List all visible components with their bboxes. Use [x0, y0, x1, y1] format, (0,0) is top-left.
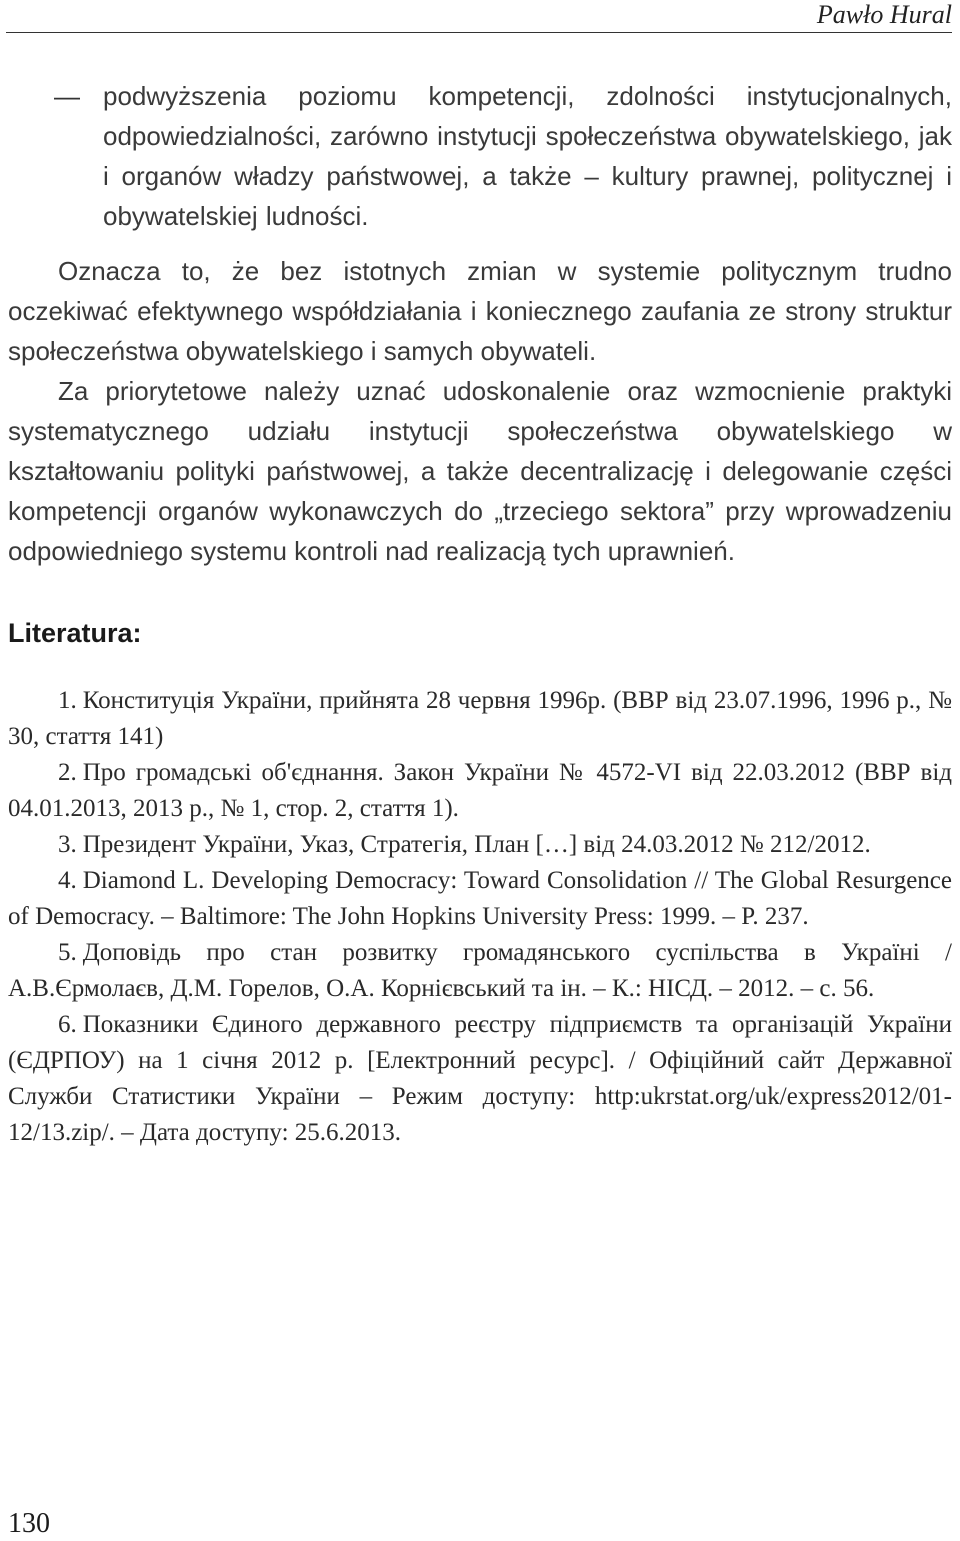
running-header-author: Pawło Hural: [816, 0, 952, 29]
body-paragraph-1: Oznacza to, że bez istotnych zmian w systemie politycznym trudno oczekiwać efektywnego współdziałania i koniecznego zaufania ze strony struktur społeczeństwa obywatelskiego i samych obywateli.: [8, 256, 952, 366]
dash-list-item: [8, 76, 952, 236]
reference-item-1: [8, 683, 952, 755]
reference-text: Diamond L. Developing Democracy: Toward Consolidation // The Global Resurgence of Democracy. – Baltimore: The John Hopkins University Press: 1999. – P. 237.: [8, 867, 952, 930]
reference-text: Конституція України, прийнята 28 червня 1996р. (ВВР від 23.07.1996, 1996 р., № 30, стаття 141): [8, 687, 952, 750]
literature-heading: Literatura:: [8, 618, 142, 648]
reference-text: Президент України, Указ, Стратегія, План […] від 24.03.2012 № 212/2012.: [82, 831, 871, 858]
dash-bullet: —: [54, 81, 80, 111]
reference-item-3: [8, 827, 952, 863]
reference-number: 6.: [58, 1011, 77, 1038]
reference-number: 3.: [58, 831, 77, 858]
page-content: [8, 76, 952, 1151]
reference-item-6: [8, 1007, 952, 1151]
reference-text: Про громадські об'єднання. Закон України № 4572-VI від 22.03.2012 (ВВР від 04.01.2013, 2013 р., № 1, стор. 2, стаття 1).: [8, 759, 952, 822]
reference-item-4: [8, 863, 952, 935]
header-rule: [6, 32, 952, 33]
reference-number: 5.: [58, 939, 77, 966]
reference-item-2: [8, 755, 952, 827]
body-paragraph-2: Za priorytetowe należy uznać udoskonalenie oraz wzmocnienie praktyki systematycznego udziału instytucji społeczeństwa obywatelskiego w kształtowaniu polityki państwowej, a także decentralizację i delegowanie części kompetencji organów wykonawczych do „trzeciego sektora” przy wprowadzeniu odpowiedniego systemu kontroli nad realizacją tych uprawnień.: [8, 376, 952, 566]
reference-text: Показники Єдиного державного реєстру підприємств та організацій України (ЄДРПОУ) на 1 січня 2012 р. [Електронний ресурс]. / Офіційний сайт Державної Служби Статистики України – Режим доступу: http:ukrstat.org/uk/express2012/01-12/13.zip/. – Дата доступу: 25.6.2013.: [8, 1011, 952, 1146]
reference-number: 2.: [58, 759, 77, 786]
reference-item-5: [8, 935, 952, 1007]
reference-number: 4.: [58, 867, 77, 894]
reference-list: [8, 683, 952, 1151]
reference-number: 1.: [58, 687, 77, 714]
reference-text: Доповідь про стан розвитку громадянського суспільства в Україні / А.В.Єрмолаєв, Д.М. Горелов, О.А. Корнієвський та ін. – К.: НІСД. – 2012. – с. 56.: [8, 939, 952, 1002]
page-number: 130: [8, 1508, 50, 1539]
dash-list-item-text: podwyższenia poziomu kompetencji, zdolności instytucjonalnych, odpowiedzialności, zarówno instytucji społeczeństwa obywatelskiego, jak i organów władzy państwowej, a także – kultury prawnej, politycznej i obywatelskiej ludności.: [103, 81, 952, 231]
